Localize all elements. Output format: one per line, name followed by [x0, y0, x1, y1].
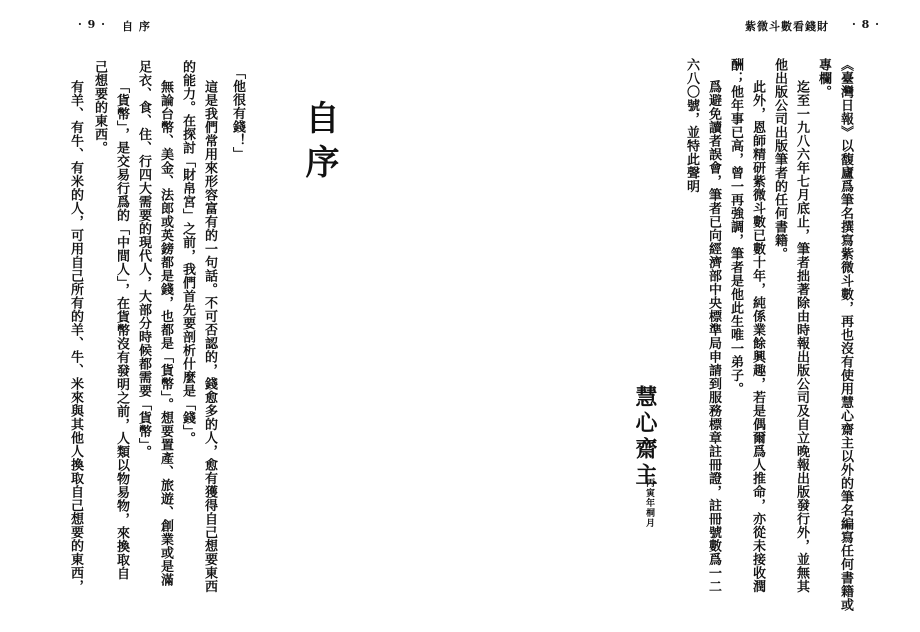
running-title-left: 自 序 [122, 20, 151, 33]
right-column-1: 《臺灣日報》以馥廬爲筆名撰寫紫微斗數，再也沒有使用慧心齋主以外的筆名編寫任何書籍或 [838, 58, 853, 612]
left-column-6: 「貨幣」，是交易行爲的「中間人」，在貨幣沒有發明之前，人類以物易物，來換取自 [114, 80, 129, 580]
right-page [460, 0, 920, 632]
page-number-left: · 9 · [78, 18, 106, 31]
left-column-7: 己想要的東西。 [92, 60, 107, 155]
right-column-3: 迄至一九八六年七月底止，筆者拙著除由時報出版公司及自立晚報出版發行外，並無其 [794, 80, 809, 593]
author-signature: 慧心齋主 [632, 385, 658, 489]
running-title-right: 紫微斗數看錢財 [745, 20, 829, 33]
page-number-right: · 8 · [852, 18, 880, 31]
left-column-2: 這是我們常用來形容富有的一句話。不可否認的，錢愈多的人，愈有獲得自己想要東西 [202, 80, 217, 593]
left-column-8: 有羊、有牛、有米的人，可用自己所有的羊、牛、米來與其他人換取自己想要的東西， [68, 80, 83, 593]
right-column-5: 此外，恩師精研紫微斗數已數十年，純係業餘興趣，若是偶爾爲人推命，亦從未接收潤 [750, 80, 765, 593]
left-column-4: 無論台幣、美金、法郎或英鎊都是錢，也都是「貨幣」。想要置產、旅遊、創業或是滿 [158, 80, 173, 587]
left-column-5: 足衣、食、住、行四大需要的現代人，大部分時候都需要「貨幣」。 [136, 60, 151, 459]
right-column-4: 他出版公司出版筆者的任何書籍。 [772, 58, 787, 261]
right-column-7: 爲避免讀者誤會，筆者已向經濟部中央標準局申請到服務標章註冊證，註冊號數爲一二 [706, 80, 721, 593]
right-column-6: 酬；他年事已高，曾一再強調，筆者是他此生唯一弟子。 [728, 58, 743, 396]
signature-date: 丙寅年桐月 [644, 478, 654, 528]
right-column-2: 專欄。 [816, 58, 831, 99]
left-column-1: 「他很有錢！」 [230, 66, 245, 161]
preface-heading: 自序 [299, 100, 339, 188]
right-column-8: 六八〇號，並特此聲明 [684, 58, 699, 193]
left-column-3: 的能力。在探討「財帛宮」之前，我們首先要剖析什麼是「錢」。 [180, 60, 195, 445]
